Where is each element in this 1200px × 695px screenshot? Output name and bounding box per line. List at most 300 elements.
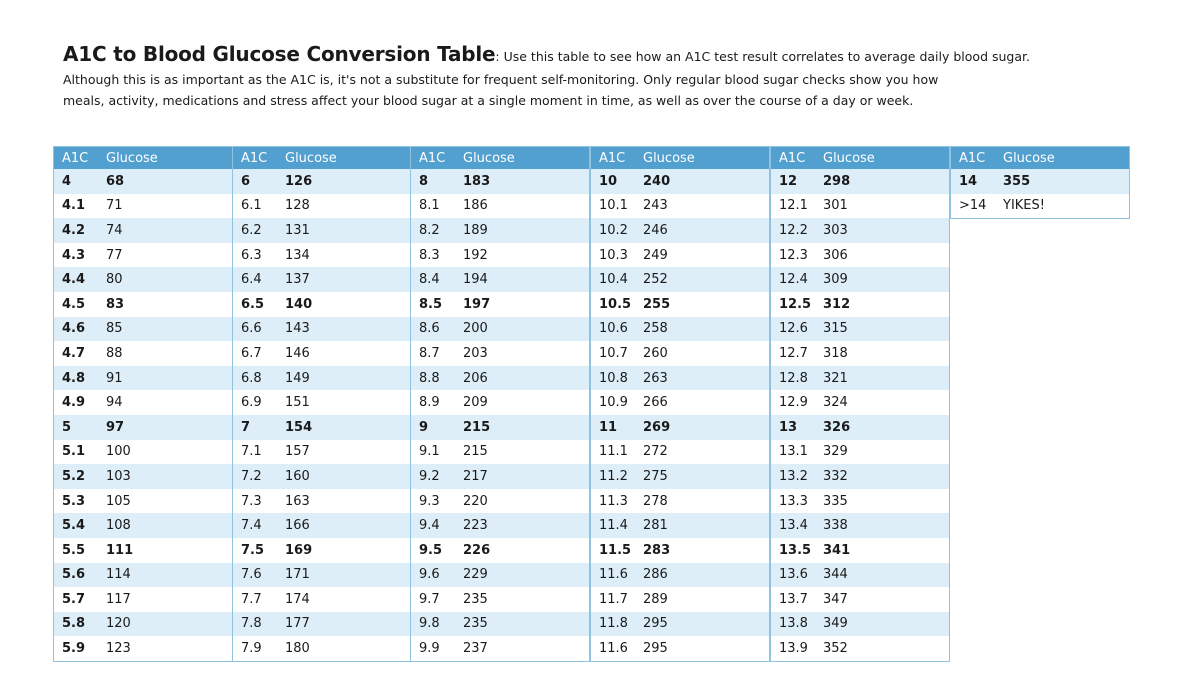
a1c-value: 13.1 [779, 444, 808, 460]
a1c-value: 4.9 [62, 395, 86, 411]
glucose-value: 355 [1003, 173, 1031, 189]
glucose-value: 295 [643, 641, 668, 657]
table-column [410, 146, 590, 662]
table-row [591, 440, 769, 465]
glucose-value: 349 [823, 616, 848, 632]
glucose-value: 189 [463, 222, 488, 238]
glucose-value: 217 [463, 468, 488, 484]
a1c-value: 4.1 [62, 198, 86, 214]
glucose-value: 183 [463, 173, 491, 189]
page-header [63, 42, 1173, 111]
a1c-value: 8.9 [419, 395, 440, 411]
table-row [233, 292, 411, 317]
glucose-value: 163 [285, 493, 310, 509]
a1c-value: 5.2 [62, 468, 86, 484]
table-row [233, 390, 411, 415]
a1c-value: 9.1 [419, 444, 440, 460]
a1c-value: 10.8 [599, 370, 628, 386]
intro-line-2: Although this is as important as the A1C is, it's not a substitute for frequent self-monitoring. Only regular blood sugar checks show you how [63, 72, 939, 87]
glucose-value: 200 [463, 321, 488, 337]
a1c-value: 12.4 [779, 272, 808, 288]
a1c-value: 4.3 [62, 247, 86, 263]
table-row [233, 464, 411, 489]
a1c-value: 10.1 [599, 198, 628, 214]
glucose-value: 347 [823, 591, 848, 607]
table-row [771, 390, 949, 415]
glucose-value: 186 [463, 198, 488, 214]
a1c-value: 12.2 [779, 222, 808, 238]
glucose-value: 303 [823, 222, 848, 238]
glucose-value: 71 [106, 198, 123, 214]
glucose-value: 255 [643, 296, 671, 312]
table-row [771, 489, 949, 514]
a1c-value: >14 [959, 198, 987, 214]
a1c-value: 10.7 [599, 345, 628, 361]
table-row [54, 489, 232, 514]
table-row [591, 513, 769, 538]
table-row [233, 169, 411, 194]
a1c-value: 12.9 [779, 395, 808, 411]
a1c-value: 8.3 [419, 247, 440, 263]
table-row [54, 317, 232, 342]
table-row [54, 390, 232, 415]
a1c-value: 6.4 [241, 272, 262, 288]
a1c-value: 8 [419, 173, 429, 189]
table-row [951, 194, 1129, 219]
table-row [591, 194, 769, 219]
a1c-value: 10.9 [599, 395, 628, 411]
table-row [54, 218, 232, 243]
a1c-header: A1C [779, 150, 806, 166]
a1c-value: 4.5 [62, 296, 86, 312]
glucose-value: 326 [823, 419, 851, 435]
a1c-value: 7.8 [241, 616, 262, 632]
a1c-value: 8.4 [419, 272, 440, 288]
table-row [233, 366, 411, 391]
glucose-value: 149 [285, 370, 310, 386]
glucose-value: 272 [643, 444, 668, 460]
a1c-value: 12.3 [779, 247, 808, 263]
glucose-value: 157 [285, 444, 310, 460]
table-row [411, 341, 589, 366]
a1c-value: 6.8 [241, 370, 262, 386]
a1c-value: 12 [779, 173, 798, 189]
a1c-value: 9.3 [419, 493, 440, 509]
a1c-value: 4.6 [62, 321, 86, 337]
glucose-value: 283 [643, 542, 671, 558]
table-row [411, 267, 589, 292]
table-row [771, 169, 949, 194]
table-row [54, 587, 232, 612]
a1c-value: 12.1 [779, 198, 808, 214]
glucose-value: 215 [463, 419, 491, 435]
a1c-header: A1C [241, 150, 268, 166]
title-line [63, 42, 1173, 69]
a1c-value: 4.8 [62, 370, 86, 386]
glucose-value: 83 [106, 296, 125, 312]
a1c-value: 11.7 [599, 591, 628, 607]
glucose-value: 281 [643, 518, 668, 534]
glucose-value: 275 [643, 468, 668, 484]
glucose-value: 226 [463, 542, 491, 558]
table-row [411, 390, 589, 415]
a1c-value: 6.2 [241, 222, 262, 238]
glucose-value: 192 [463, 247, 488, 263]
a1c-value: 11.6 [599, 567, 628, 583]
table-row [54, 513, 232, 538]
table-row [591, 317, 769, 342]
table-column [770, 146, 950, 662]
table-row [591, 538, 769, 563]
table-row [54, 563, 232, 588]
glucose-value: 111 [106, 542, 134, 558]
table-row [233, 341, 411, 366]
table-row [411, 612, 589, 637]
glucose-header: Glucose [823, 150, 875, 166]
column-header [54, 147, 232, 169]
a1c-value: 10.6 [599, 321, 628, 337]
glucose-header: Glucose [643, 150, 695, 166]
a1c-value: 7.9 [241, 641, 262, 657]
a1c-value: 10.3 [599, 247, 628, 263]
a1c-value: 5.7 [62, 591, 86, 607]
table-row [771, 587, 949, 612]
table-row [771, 538, 949, 563]
glucose-value: 235 [463, 616, 488, 632]
table-row [591, 464, 769, 489]
glucose-value: 286 [643, 567, 668, 583]
table-row [411, 464, 589, 489]
table-row [771, 194, 949, 219]
table-row [771, 243, 949, 268]
column-header [233, 147, 411, 169]
glucose-value: 88 [106, 345, 123, 361]
a1c-header: A1C [62, 150, 89, 166]
table-row [411, 366, 589, 391]
table-row [771, 366, 949, 391]
glucose-value: 123 [106, 641, 131, 657]
table-row [771, 513, 949, 538]
a1c-value: 7.6 [241, 567, 262, 583]
a1c-value: 7.4 [241, 518, 262, 534]
glucose-value: 134 [285, 247, 310, 263]
a1c-value: 11.2 [599, 468, 628, 484]
table-row [591, 489, 769, 514]
glucose-value: 117 [106, 591, 131, 607]
a1c-value: 10 [599, 173, 618, 189]
table-row [411, 169, 589, 194]
table-row [54, 366, 232, 391]
glucose-value: 206 [463, 370, 488, 386]
a1c-value: 13.8 [779, 616, 808, 632]
glucose-value: 269 [643, 419, 671, 435]
a1c-value: 5 [62, 419, 72, 435]
glucose-value: 263 [643, 370, 668, 386]
a1c-value: 5.3 [62, 493, 86, 509]
table-row [591, 415, 769, 440]
glucose-value: 220 [463, 493, 488, 509]
table-column [590, 146, 770, 662]
a1c-value: 9.4 [419, 518, 440, 534]
table-row [54, 169, 232, 194]
glucose-value: 131 [285, 222, 310, 238]
glucose-value: 166 [285, 518, 310, 534]
a1c-value: 7.3 [241, 493, 262, 509]
a1c-value: 13.4 [779, 518, 808, 534]
glucose-value: 223 [463, 518, 488, 534]
table-row [233, 267, 411, 292]
glucose-value: 97 [106, 419, 125, 435]
glucose-value: 352 [823, 641, 848, 657]
a1c-value: 5.1 [62, 444, 86, 460]
a1c-value: 9.6 [419, 567, 440, 583]
a1c-value: 11.3 [599, 493, 628, 509]
glucose-value: 91 [106, 370, 123, 386]
a1c-value: 13.5 [779, 542, 812, 558]
table-row [771, 341, 949, 366]
a1c-value: 8.5 [419, 296, 443, 312]
a1c-value: 13.7 [779, 591, 808, 607]
table-row [233, 440, 411, 465]
glucose-value: 309 [823, 272, 848, 288]
glucose-value: 68 [106, 173, 125, 189]
table-row [233, 194, 411, 219]
glucose-value: 249 [643, 247, 668, 263]
table-row [233, 489, 411, 514]
glucose-value: 77 [106, 247, 123, 263]
a1c-value: 9.2 [419, 468, 440, 484]
title-description: : Use this table to see how an A1C test result correlates to average daily blood sugar. [495, 49, 1030, 64]
glucose-value: 332 [823, 468, 848, 484]
table-row [771, 317, 949, 342]
glucose-value: 103 [106, 468, 131, 484]
table-row [951, 169, 1129, 194]
glucose-value: 203 [463, 345, 488, 361]
glucose-value: 306 [823, 247, 848, 263]
table-row [771, 267, 949, 292]
table-row [233, 612, 411, 637]
a1c-value: 4.2 [62, 222, 86, 238]
a1c-value: 12.8 [779, 370, 808, 386]
glucose-value: 80 [106, 272, 123, 288]
a1c-value: 11.5 [599, 542, 632, 558]
intro-line-3: meals, activity, medications and stress affect your blood sugar at a single moment in time, as well as over the course of a day or week. [63, 93, 914, 108]
column-header [771, 147, 949, 169]
column-header [411, 147, 589, 169]
glucose-value: 94 [106, 395, 123, 411]
glucose-value: 108 [106, 518, 131, 534]
table-row [591, 366, 769, 391]
table-row [411, 194, 589, 219]
glucose-value: 344 [823, 567, 848, 583]
a1c-value: 10.4 [599, 272, 628, 288]
table-row [591, 218, 769, 243]
a1c-value: 9.7 [419, 591, 440, 607]
glucose-value: 169 [285, 542, 313, 558]
table-row [411, 636, 589, 661]
glucose-value: 126 [285, 173, 313, 189]
table-row [591, 169, 769, 194]
table-row [411, 440, 589, 465]
table-row [54, 243, 232, 268]
glucose-value: 318 [823, 345, 848, 361]
glucose-header: Glucose [1003, 150, 1055, 166]
glucose-value: 240 [643, 173, 671, 189]
glucose-value: YIKES! [1003, 198, 1045, 214]
a1c-value: 12.7 [779, 345, 808, 361]
a1c-header: A1C [419, 150, 446, 166]
table-row [54, 341, 232, 366]
glucose-value: 341 [823, 542, 851, 558]
table-row [233, 243, 411, 268]
table-row [411, 489, 589, 514]
glucose-value: 197 [463, 296, 491, 312]
a1c-value: 6.3 [241, 247, 262, 263]
a1c-value: 7.7 [241, 591, 262, 607]
table-column [232, 146, 412, 662]
glucose-value: 329 [823, 444, 848, 460]
table-row [771, 636, 949, 661]
glucose-value: 301 [823, 198, 848, 214]
table-row [54, 194, 232, 219]
glucose-value: 246 [643, 222, 668, 238]
a1c-value: 13 [779, 419, 798, 435]
table-row [233, 415, 411, 440]
table-row [54, 464, 232, 489]
table-row [54, 415, 232, 440]
table-row [54, 292, 232, 317]
table-row [771, 464, 949, 489]
table-row [411, 587, 589, 612]
glucose-value: 85 [106, 321, 123, 337]
glucose-header: Glucose [285, 150, 337, 166]
a1c-value: 11.8 [599, 616, 628, 632]
a1c-value: 11 [599, 419, 618, 435]
table-row [54, 636, 232, 661]
glucose-value: 209 [463, 395, 488, 411]
page-title: A1C to Blood Glucose Conversion Table [63, 42, 496, 66]
table-row [233, 538, 411, 563]
a1c-value: 5.6 [62, 567, 86, 583]
table-row [54, 267, 232, 292]
a1c-value: 5.9 [62, 641, 86, 657]
glucose-value: 278 [643, 493, 668, 509]
table-row [591, 341, 769, 366]
glucose-value: 146 [285, 345, 310, 361]
table-row [54, 440, 232, 465]
glucose-value: 180 [285, 641, 310, 657]
glucose-value: 194 [463, 272, 488, 288]
a1c-value: 6.5 [241, 296, 265, 312]
table-row [411, 243, 589, 268]
a1c-value: 13.2 [779, 468, 808, 484]
table-row [591, 636, 769, 661]
glucose-value: 154 [285, 419, 313, 435]
glucose-value: 260 [643, 345, 668, 361]
glucose-value: 105 [106, 493, 131, 509]
a1c-value: 7 [241, 419, 251, 435]
glucose-value: 100 [106, 444, 131, 460]
glucose-value: 128 [285, 198, 310, 214]
glucose-value: 315 [823, 321, 848, 337]
a1c-value: 10.2 [599, 222, 628, 238]
a1c-value: 9.5 [419, 542, 443, 558]
table-row [233, 218, 411, 243]
glucose-value: 338 [823, 518, 848, 534]
glucose-value: 174 [285, 591, 310, 607]
table-row [771, 612, 949, 637]
a1c-value: 8.8 [419, 370, 440, 386]
glucose-value: 235 [463, 591, 488, 607]
a1c-value: 9.8 [419, 616, 440, 632]
column-header [591, 147, 769, 169]
a1c-value: 7.1 [241, 444, 262, 460]
a1c-value: 7.5 [241, 542, 265, 558]
glucose-value: 114 [106, 567, 131, 583]
a1c-value: 6.7 [241, 345, 262, 361]
glucose-value: 335 [823, 493, 848, 509]
table-row [591, 390, 769, 415]
table-row [771, 440, 949, 465]
a1c-value: 12.6 [779, 321, 808, 337]
a1c-value: 4 [62, 173, 72, 189]
table-row [411, 292, 589, 317]
table-row [591, 612, 769, 637]
a1c-value: 11.1 [599, 444, 628, 460]
glucose-header: Glucose [463, 150, 515, 166]
glucose-value: 74 [106, 222, 123, 238]
table-row [411, 563, 589, 588]
table-row [591, 267, 769, 292]
table-row [591, 587, 769, 612]
a1c-header: A1C [959, 150, 986, 166]
a1c-value: 11.4 [599, 518, 628, 534]
column-header [951, 147, 1129, 169]
a1c-value: 5.4 [62, 518, 86, 534]
a1c-value: 8.7 [419, 345, 440, 361]
table-row [771, 563, 949, 588]
glucose-value: 321 [823, 370, 848, 386]
table-row [771, 415, 949, 440]
table-row [411, 513, 589, 538]
glucose-value: 258 [643, 321, 668, 337]
table-row [233, 587, 411, 612]
table-row [233, 563, 411, 588]
a1c-value: 5.8 [62, 616, 86, 632]
glucose-value: 137 [285, 272, 310, 288]
table-row [771, 218, 949, 243]
a1c-value: 13.9 [779, 641, 808, 657]
table-row [411, 218, 589, 243]
a1c-header: A1C [599, 150, 626, 166]
a1c-value: 4.4 [62, 272, 86, 288]
a1c-value: 4.7 [62, 345, 86, 361]
a1c-value: 5.5 [62, 542, 86, 558]
a1c-value: 6 [241, 173, 251, 189]
glucose-value: 298 [823, 173, 851, 189]
a1c-value: 6.6 [241, 321, 262, 337]
a1c-value: 9 [419, 419, 429, 435]
table-row [591, 243, 769, 268]
a1c-value: 7.2 [241, 468, 262, 484]
table-row [771, 292, 949, 317]
glucose-value: 177 [285, 616, 310, 632]
glucose-value: 289 [643, 591, 668, 607]
glucose-value: 160 [285, 468, 310, 484]
a1c-value: 11.6 [599, 641, 628, 657]
a1c-value: 9.9 [419, 641, 440, 657]
table-column [53, 146, 233, 662]
